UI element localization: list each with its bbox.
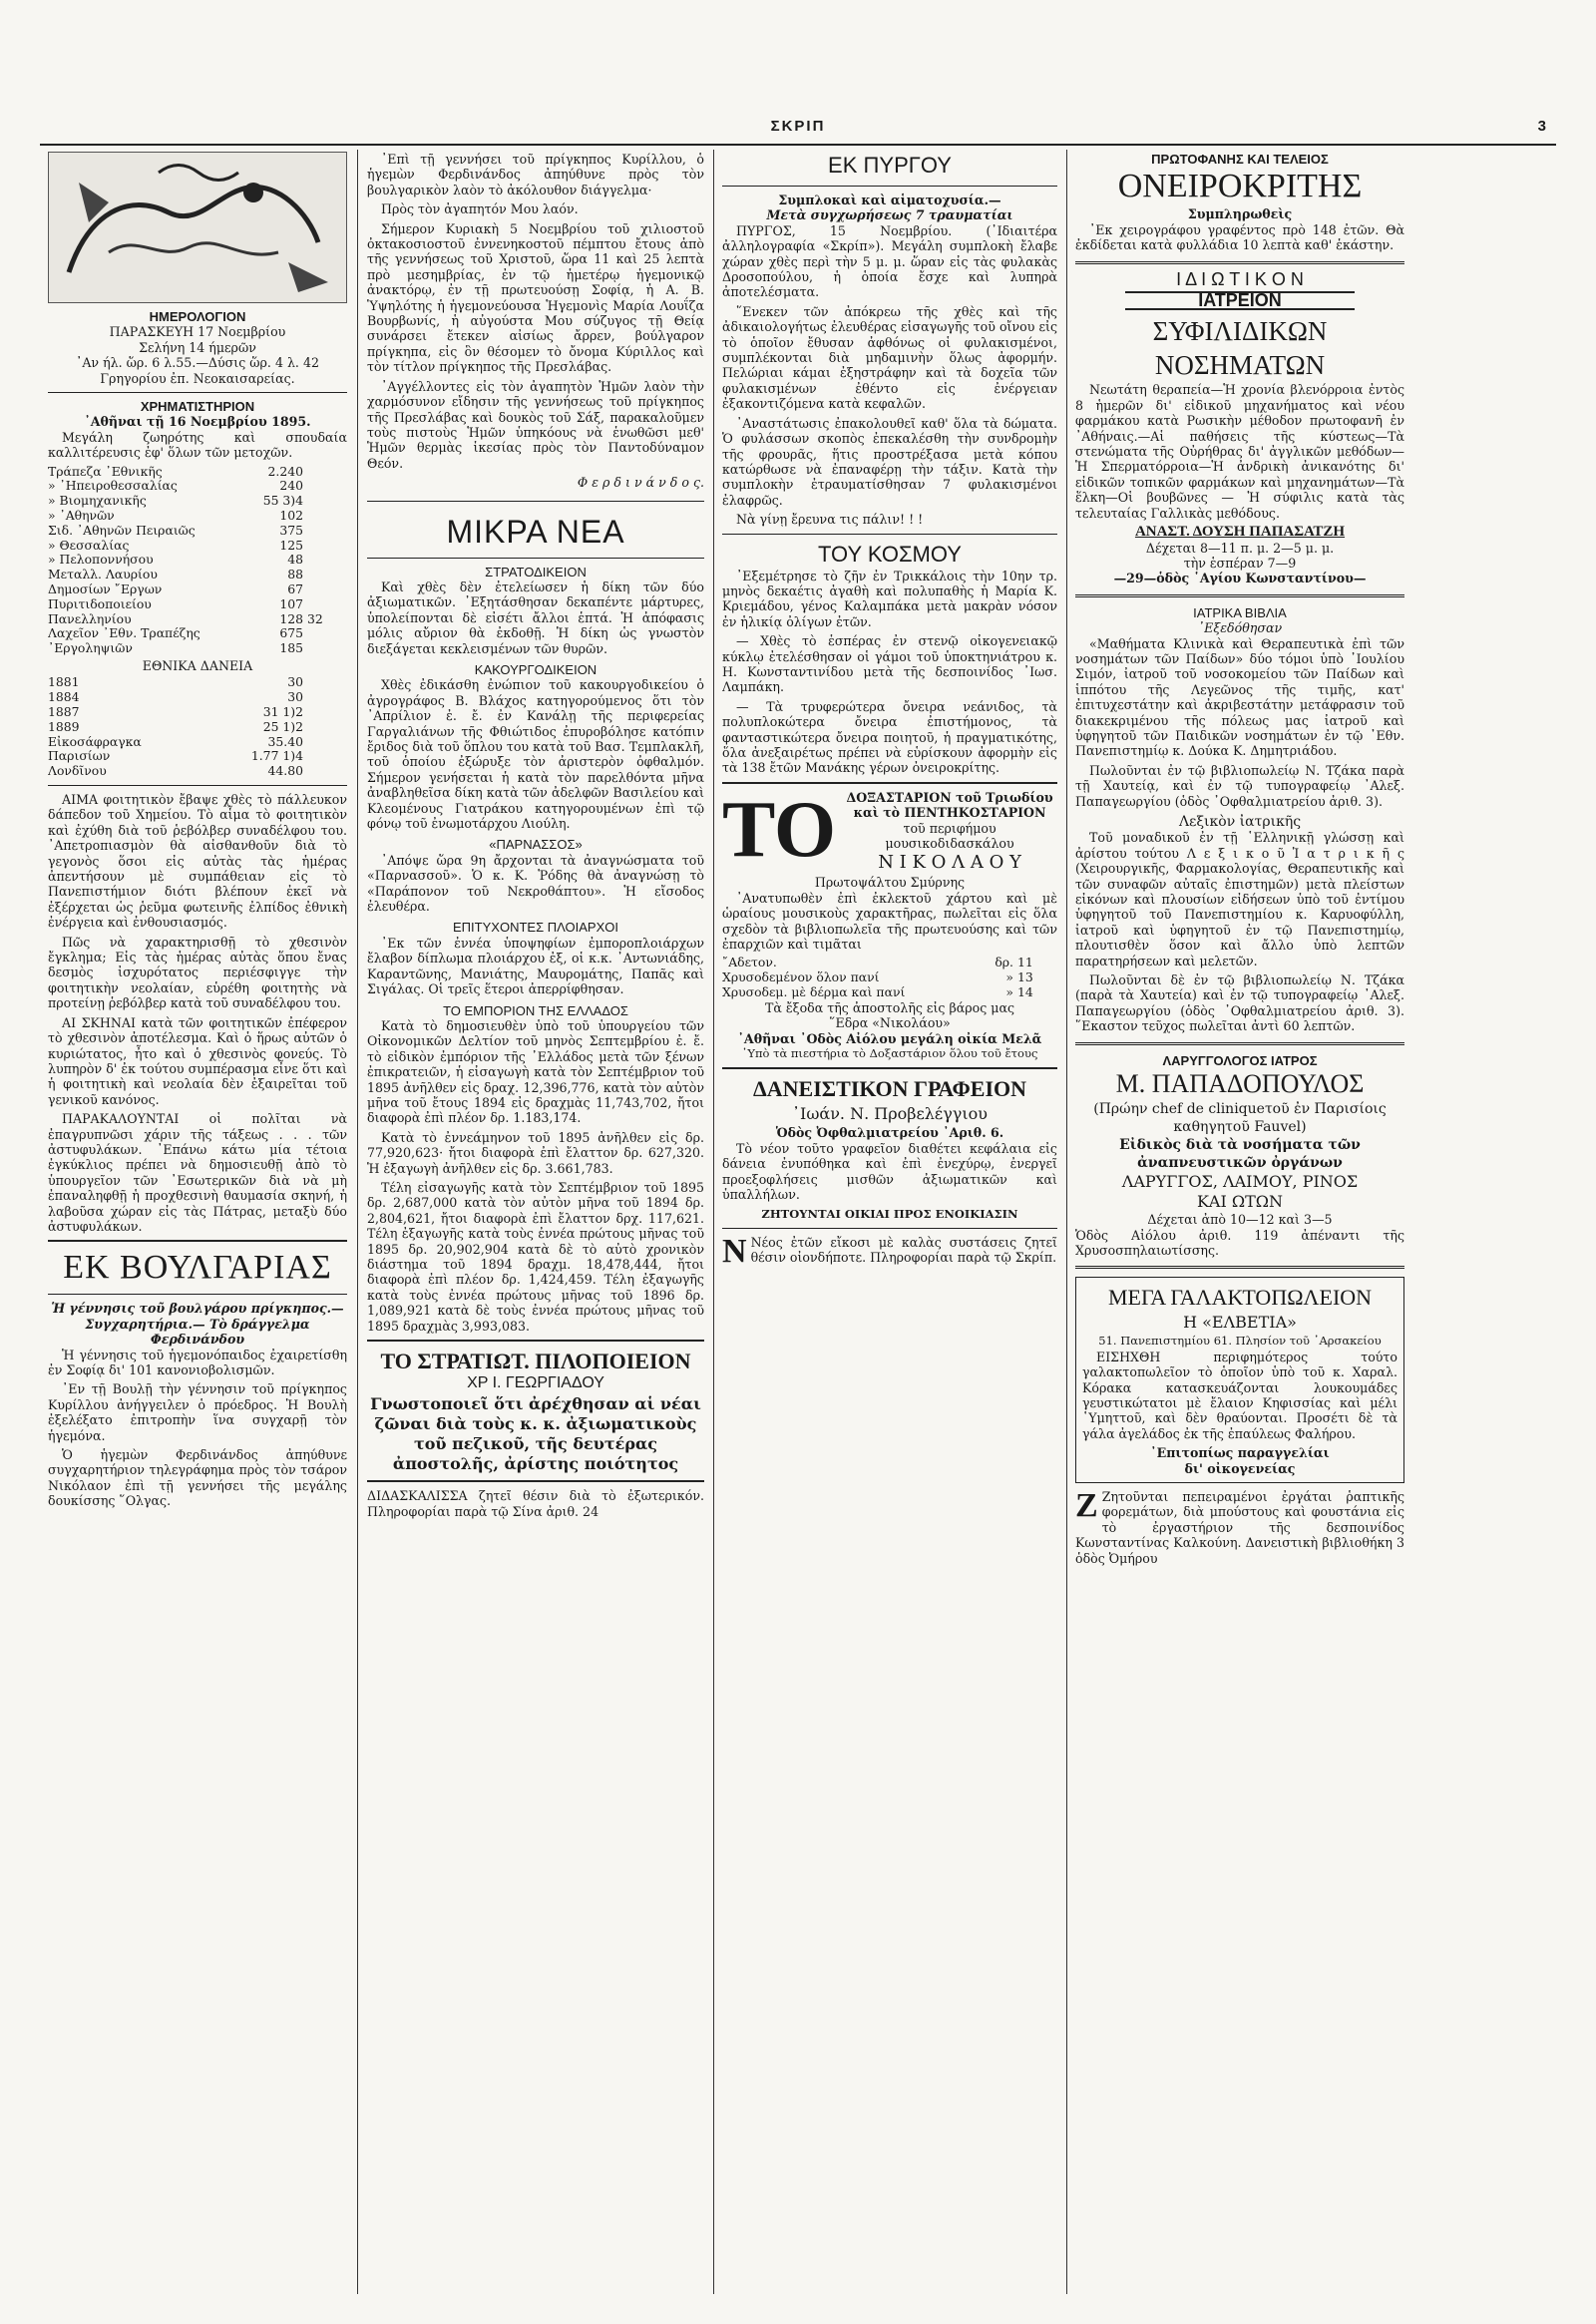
signature: Φ ε ρ δ ι ν ά ν δ ο ς. [577,475,704,491]
paragraph: ᾿Εξεμέτρησε τὸ ζῆν ἐν Τρικκάλοις τὴν 10ην τρ. μηνὸς δεκαέτις ἀγαθὴ καὶ πολυπαθὴς ἡ Μαρία Κ. Κριεμάδου, γένος Καλαμπάκα μετὰ μακρὰν νόσον ἐν ἡλικίᾳ ὀλίγων ἐτῶν. [722,568,1057,629]
paragraph: ΠΑΡΑΚΑΛΟΥΝΤΑΙ οἱ πολῖται νὰ ἐπαγρυπνῶσι χάριν τῆς τάξεως . . . τῶν ἀστυφυλάκων. ᾿Επάνω κάτω μία τέτοια ἐγκύκλιος πρέπει νὰ δημοσιευθῇ ἀπὸ τὸ ὑπουργεῖον τῶν ᾿Εσωτερικῶν διὰ νὰ μὴ ἐπαναληφθῇ ἡ πρoχθεσινὴ θαυμασία σκηνή, ἡ λαβοῦσα χώραν εἰς τὰς Πάτρας, μεταξὺ δύο ἀστυφυλάκων. [48,1111,347,1234]
kakourgodikeion-title: ΚΑΚΟΥΡΓΟΔΙΚΕΙΟΝ [474,661,598,677]
cell-name: Παρισίων [48,748,111,764]
cell-name: » Πελοποννήσου [48,552,154,568]
table-row [722,985,1057,1000]
ztn-initial: Ζ [1075,1486,1098,1524]
emporion-paragraphs [367,1018,704,1334]
cell-v2 [303,749,347,764]
table-row [48,582,347,597]
cell-v1: 128 [279,610,303,626]
cell-v1: 185 [279,640,303,656]
cell-v1: 31 1)2 [262,704,303,720]
table-row [48,641,347,656]
neos-text: Νέος ἐτῶν εἴκοσι μὲ καλὰς συστάσεις ζητεῖ θέσιν οἰονδήποτε. Πληροφορίαι παρὰ τῷ Σκρίπ. [750,1234,1057,1266]
cell-v2 [303,539,347,554]
table-row [48,705,347,720]
cell-v2 [303,705,347,720]
masthead-illustration [48,152,347,303]
pyrgos-sub1: Συμπλοκαὶ καὶ αἱματοχυσία.— [778,193,1001,207]
exchange-intro: Μεγάλη ζωηρότης καὶ σπουδαία καλλιτέρευσις ἐφ' ὅλων τῶν μετοχῶν. [48,429,347,461]
didaskalissa-ad: ΔΙΔΑΣΚΑΛΙΣΣΑ ζητεῖ θέσιν διὰ τὸ ἐξωτερικόν. Πληροφορίαι παρὰ τῷ Σίνα ἀριθ. 24 [367,1488,704,1519]
anast-address: —29—ὁδὸς ῾Αγίου Κωνσταντίνου— [1113,571,1367,586]
anast-title: ΑΝΑΣΤ. ΔΟΥΣΗ ΠΑΠΑΣΑΤΖΗ [1134,524,1346,541]
cell-v2 [303,641,347,656]
paragraph: ᾿Εν τῇ Βουλῇ τὴν γέννησιν τοῦ πρίγκηπος Κυρίλλου ἀνήγγειλεν ὁ πρόεδρος. Ἡ Βουλὴ ἐξελέξατο ἐπιτροπὴν ἵνα συγχαρῇ τὸν ἡγεμόνα. [48,1381,347,1443]
to-role: Πρωτοψάλτου Σμύρνης [814,875,966,891]
cell-name: » ᾿Ηπειροθεσσαλίας [48,478,178,494]
cell-v2 [303,764,347,779]
cell-v: 11 [1017,955,1033,970]
lexikon-title: Λεξικὸν ἰατρικῆς [1178,814,1302,830]
column-rule [1066,150,1067,2294]
cell-name: » Θεσσαλίας [48,537,130,553]
table-row [48,749,347,764]
cell-v1: 107 [279,595,303,611]
cell-v2 [303,568,347,582]
paragraph: ᾿Αγγέλλοντες εἰς τὸν ἀγαπητὸν Ἡμῶν λαὸν τὴν χαρμόσυνον εἴδησιν τῆς γεννήσεως τοῦ πρίγκηπος τῆς Πρεσλάβας καὶ δουκὸς τοῦ Σάξ, παρακαλοῦμεν τοὺς πιστοὺς Ἡμῶν ὑπηκόους νὰ ἑνωθῶσι μεθ' Ἡμῶν θερμὰς ἱκεσίας πρὸς τὸν Παντοδύναμον Θεόν. [367,378,704,471]
cell-v2 [303,735,347,750]
cell-v2 [303,494,347,509]
pyrgos-paragraphs [722,223,1057,528]
cell-name: 1881 [48,674,80,690]
kosmos-title: ΤΟΥ ΚΟΣΜΟΥ [818,541,962,567]
anast-hours: Δέχεται 8—11 π. μ. 2—5 μ. μ. [1145,540,1335,556]
gala-text: ΕΙΣΗΧΘΗ περιφημότερος τούτο γαλακτοπωλεῖον τὸ ὁποῖον ὑπὸ τοῦ κ. Χαραλ. Κόρακα κατασκευάζονται λουκουμάδες γευστικώτατοι μὲ ἔλαιον Κηφισσίας καὶ μέλι ῾Υμηττοῦ, καὶ δὲν θραύονται. Προσέτι δὲ τὰ γάλα ἀγελάδος ἐκ τῆς ἐπαύλεως Φαλήρου. [1082,1349,1397,1441]
laryngo-name: Μ. ΠΑΠΑΔΟΠΟΥΛΟΣ [1115,1069,1365,1099]
cell-v2: 32 [307,610,323,626]
neos-initial: Ν [722,1232,747,1270]
epityxontes-text: ᾿Εκ τῶν ἐννέα ὑποψηφίων ἐμποροπλοιάρχων ἔλαβον δίπλωμα πλοιάρχου ἐξ, οἱ κ.κ. ᾿Αντωνιάδης, Καραντῶνης, Μανιάτης, Μαυρομάτης, Παπᾶς καὶ Σιγάλας. Οἱ τρεῖς ἕτεροι ἀπερρίφθησαν. [367,935,704,997]
bulgaria-subtitle: Ἡ γέννησις τοῦ βουλγάρου πρίγκηπος.— Συγχαρητήρια.— Τὸ δράγγελμα Φερδινάνδου [51,1301,344,1348]
paragraph: Πρὸς τὸν ἀγαπητόν Μου λαόν. [381,201,579,217]
cell-v1: 48 [287,552,303,568]
table-row [48,612,347,627]
bulgaria-title: ΕΚ ΒΟΥΛΓΑΡΙΑΣ [63,1249,332,1287]
paragraph: Τέλη εἰσαγωγῆς κατὰ τὸν Σεπτέμβριον τοῦ 1895 δρ. 2,687,000 κατὰ τὸν αὐτὸν μῆνα τοῦ 1894 δρ. 2,804,621, ἤτοι διαφορὰ ἐπὶ ἔλαττον δρχ. 117,621. Τέλη ἐξαγωγῆς κατὰ τοὺς ἐννέα πρώτους μῆνας τοῦ 1895 δρ. 20,902,904 κατὰ δὲ τὸ αὐτὸ χρονικὸν διάστημα τοῦ 1894 δραχμ. 18,478,444, ἤτοι διαφορὰ ἐπὶ πλέον δρ. 1,424,459. Τέλη ἐξαγωγῆς κατὰ τοὺς ἐννέα πρώτους μῆνας τοῦ 1896 δρ. 1,089,921 κατὰ δὲ τοὺς ἐννέα πρώτους μῆνας τοῦ 1895 δραχμὰς 3,993,083. [367,1179,704,1334]
cell-v1: 44.80 [267,763,303,779]
laryngo-cv: (Πρώην chef de cliniqueτοῦ ἐν Παρισίοις καθηγητοῦ Fauvel) [1093,1101,1387,1136]
daneistikon-title: ΔΑΝΕΙΣΤΙΚΟΝ ΓΡΑΦΕΙΟΝ [752,1076,1027,1102]
oneiro-title: ΟΝΕΙΡΟΚΡΙΤΗΣ [1117,168,1363,205]
to-footer3: ᾿Αθῆναι ᾿Οδὸς Αἰόλου μεγάλη οἰκία Μελᾶ [737,1030,1042,1046]
gala-ad [1075,1277,1404,1483]
mikra-nea-title: ΜΙΚΡΑ ΝΕΑ [446,513,625,550]
syfil-text: Νεωτάτη θεραπεία—Ἡ χρονία βλενόρροια ἐντὸς 8 ἡμερῶν δι' εἰδικοῦ μηχανήματος καὶ νέου φαρμάκου κατὰ Ρωσικὴν μέθοδον πρωτοφανῆ ἐν ᾿Αθήναις.—Αἱ παθήσεις τῆς κύστεως—Τὰ στενώματα τῆς Οὐρήθρας δι' ἀγγλικῶν μεθόδων—Ἡ Σπερματόρροια—Ἡ ἀνδρικὴ ἀνικανότης δι' εἰδικῶν τοπικῶν φαρμάκων καὶ μηχανημάτων—Τὰ ἕλκη—Οἱ βουβῶνες — Ἡ σύφιλις κατὰ τὰς τελευταίας Γαλλικὰς μεθόδους. [1075,382,1404,521]
gala-title: ΜΕΓΑ ΓΑΛΑΚΤΟΠΩΛΕΙΟΝ [1107,1285,1373,1311]
cell-v1: 55 3)4 [262,493,303,509]
ztn-text: Ζητοῦνται πεπειραμένοι ἐργάται ῥαπτικῆς φορεμάτων, διὰ μπούστους καὶ φουστάνια εἰς τὸ ἐργαστήριον τῆς δεσποινίδος Κωνσταντίνας Καλκούνη. Δανειστικὴ βιβλιοθήκη 3 ὁδὸς Ὀμήρου [1075,1488,1404,1566]
cell-v1: 88 [287,567,303,582]
top-bar [40,118,1556,146]
neos-ad [722,1232,1057,1270]
ztn-ad [1075,1486,1404,1566]
table-row [48,494,347,509]
iatrika-sub: ᾿Εξεδόθησαν [1197,620,1283,636]
col1-paragraphs [48,792,347,1234]
cell-v2 [303,465,347,480]
table-row [48,597,347,612]
to-head3: τοῦ περιφήμου μουσικοδιδασκάλου [885,820,1014,852]
paragraph: Ὁ ἡγεμὼν Φερδινάνδος ἀπηύθυνε συγχαρητήριον τηλεγράφημα πρὸς τὸν τσάρον Νικόλαον ἐπὶ τῇ γεννήσει τῆς μεγάλης δουκίσσης ῞Ολγας. [48,1447,347,1509]
cell-unit: » [1005,984,1013,1000]
cell-v2 [303,553,347,568]
cell-v2 [303,626,347,641]
column-4 [1075,152,1404,2306]
paragraph: Σήμερον Κυριακὴ 5 Νοεμβρίου τοῦ χιλιοστοῦ ὀκτακοσιοστοῦ ἐννενηκοστοῦ πέμπτου ἔτους ἀπὸ τῆς γεννήσεως τοῦ Χριστοῦ, ὥρα 11 καὶ 25 λεπτὰ πρὸ μεσημβρίας, ἐν τῷ ἡμετέρῳ ἡγεμονικῷ ἀνακτόρῳ, ἐν τῇ πρωτευούσῃ Σοφίᾳ, ἡ Α. Β. Ὑψηλότης ἡ ἡγεμονεύουσα Ἡγεμονὶς Μαρία Λουΐζα Βουρβωνίς, ἡ αὐγούστα Μου σύζυγος τῇ Θείᾳ συνάρσει ἔτεκεν αἰσίως ἄρρεν, βούλγαρον πρίγκηπα, εἰς ὃν θέσομεν τὸ ὄνομα Κύριλλος καὶ τὸν τίτλον πρίγκηπος τῆς Πρεσλάβας. [367,220,704,375]
cell-unit: δρ. [995,955,1013,970]
column-rule [357,150,358,2294]
cell-v1: 240 [279,478,303,494]
table-row [48,735,347,750]
pyrgos-sub2: Μετὰ συγχωρήσεως 7 τραυματίαι [766,207,1013,223]
table-row [48,539,347,554]
cell-v2 [303,720,347,735]
cell-name: Λαχεῖον ᾿Εθν. Τραπέζης [48,625,200,641]
table-row [48,764,347,779]
cell-v: 13 [1017,969,1033,985]
cell-name: Σιδ. ᾿Αθηνῶν Πειραιῶς [48,522,196,538]
table-row [48,568,347,582]
prices-table [722,956,1057,999]
laryngo-address: Ὁδὸς Αἰόλου ἀριθ. 119 ἀπέναντι τῆς Χρυσοσπηλαιωτίσσης. [1075,1227,1404,1258]
lexikon-text2: Πωλοῦνται δὲ ἐν τῷ βιβλιοπωλείῳ Ν. Τζάκα (παρὰ τὰ Χαυτεία) καὶ ἐν τῷ τυπογραφείῳ ᾿Αλεξ. Παπαγεωργίου (ὁδὸς ᾿Οφθαλμιατρείου ἀριθ. 3). ῞Εκαστον τεῦχος πωλεῖται ἀντὶ 60 λεπτῶν. [1075,972,1404,1034]
gala-footer1: ᾿Επιτοπίως παραγγελίαι [1150,1445,1330,1461]
paragraph: — Τὰ τρυφερώτερα ὄνειρα νεάνιδος, τὰ πολυπλοκώτερα ὄνειρα ἐπιστήμονος, τὰ φανταστικώτερα ὄνειρα ποιητοῦ, ἡ πραγματικότης, ὅλα ἀνεξαιρέτως πρέπει νὰ εὑρίσκουν ἀφορμὴν εἰς τὰ 138 ἔτῶν Μανάκης γέρων ὀνειροκρίτης. [722,698,1057,776]
table-row [48,626,347,641]
daneistikon-text: Τὸ νέον τοῦτο γραφεῖον διαθέτει κεφάλαια εἰς δάνεια ἐνυπόθηκα καὶ ἐπὶ ἐνεχύρῳ, ἐνεργεῖ προεξοφλήσεις μισθῶν ἀξιωματικῶν καὶ ὑπαλλήλων. [722,1140,1057,1203]
cell-v1: 35.40 [267,733,303,749]
cell-name: » Βιομηχανικῆς [48,493,147,509]
calendar-line: ᾿Αν ήλ. ὥρ. 6 λ.55.—Δύσις ὥρ. 4 λ. 42 [76,355,319,371]
paragraph: ᾿Αναστάτωσις ἐπακολουθεῖ καθ' ὅλα τὰ δώματα. Ὁ φυλάσσων σκοπὸς ἐπεκαλέσθη τὴν συνδρομὴν τῆς φρουρᾶς, ἥτις προστρέξασα μετὰ κόπου κατώρθωσε νὰ ἐπαναφέρῃ τὴν τάξιν. Κατὰ τὴν συμπλοκὴν ἐτραυματίσθησαν 7 φυλακισμένοι ἐλαφρῶς. [722,415,1057,508]
column-1 [48,152,347,2306]
column-rule [713,150,714,2294]
to-footer1: Τὰ ἔξοδα τῆς ἀποστολῆς εἰς βάρος μας [764,999,1015,1015]
cell-name: Μεταλλ. Λαυρίου [48,567,158,582]
cell-v1: 25 1)2 [262,718,303,734]
table-row [722,956,1057,970]
cell-name: 1889 [48,718,80,734]
paragraph: ΠΥΡΓΟΣ, 15 Νοεμβρίου. (᾿Ιδιαιτέρα ἀλληλογραφία «Σκρίπ»). Μεγάλη συμπλοκὴ ἔλαβε χώραν χθὲς περὶ τὴν 5 μ. μ. ὥραν εἰς τὰς φυλακὰς Δροσοπούλου, ἡ ὁποία ἔσχε καὶ λυπηρὰ ἀποτελέσματα. [722,222,1057,300]
doxastarion-ad [722,785,1057,1062]
table-row [48,675,347,690]
dragon-illustration-icon [49,153,347,302]
laryngo-organs1: ΛΑΡΥΓΓΟΣ, ΛΑΙΜΟΥ, ΡΙΝΟΣ [1121,1172,1359,1192]
column-2 [367,152,704,2306]
masthead: ΣΚΡΙΠ [770,118,826,135]
to-big-letters: ΤΟ [722,785,837,874]
laryngo-organs2: ΚΑΙ ΩΤΩΝ [1196,1192,1284,1212]
calendar-lines [48,324,347,386]
oneiro-sub: Συμπληρωθεὶς [1187,206,1293,222]
iatrika-text2: Πωλοῦνται ἐν τῷ βιβλιοπωλείῳ Ν. Τζάκα παρὰ τῇ Χαυτείᾳ, καὶ ἐν τῷ τυπογραφείῳ ᾿Αλεξ. Παπαγεωργίου (ὁδὸς ᾿Οφθαλμιατρείου ἀριθ. 3). [1075,762,1404,809]
pyrgos-title: ΕΚ ΠΥΡΓΟΥ [828,153,952,178]
cell-v2 [303,524,347,539]
paragraph: ΑΙ ΣΚΗΝΑΙ κατὰ τῶν φοιτητικῶν ἐπέφερον τὸ χθεσινὸν ἀποτέλεσμα. Καὶ ὁ ἥρως αὐτῶν ὁ κυριώτατος, ἦτο καὶ ὁ χθεσινὸς φονεύς. Τὸ λυπηρὸν δ' ἐκ τούτου συμπέρασμα εἶνε ὅτι καὶ ἡ φοιτητικὴ καὶ νεολαία δὲν ἐξαιρεῖται τοῦ γενικοῦ κανόνος. [48,1014,347,1107]
bulgaria-paragraphs [48,1348,347,1509]
cell-v1: 67 [287,581,303,597]
paragraph: ῞Ενεκεν τῶν ἀπόκρεω τῆς χθὲς καὶ τῆς ἀδικαιολογήτως ἐλευθέρας εἰσαγωγῆς τοῦ οἴνου εἰς τὸ ὁποῖον ἔθυσαν ἀφθόνως οἱ φυλακισμένοι, συμπλέκονται διὰ μηδαμινὴν ὅλως ἀφορμήν. Πελώριαι κάμαι ἐξηστράφην καὶ τὰ δοχεῖα τῶν φυλακισμένων ἐθέντο εἰς ἐνέργειαν ἐξακοντιζόμενα κατὰ κεφαλῶν. [722,303,1057,412]
pilopoieion-text: Γνωστοποιεῖ ὅτι ἀρέχθησαν αἱ νέαι ζῶναι διὰ τοὺς κ. κ. ἀξιωματικοὺς τοῦ πεζικοῦ, τῆς δευτέρας ἀποστολῆς, ἀρίστης ποιότητος [370,1394,701,1474]
exchange-title: ΧΡΗΜΑΤΙΣΤΗΡΙΟΝ [140,399,255,415]
loans-table [48,675,347,779]
ferdinand-proclamation [367,152,704,471]
cell-unit: » [1005,969,1013,985]
pilopoieion-owner: ΧΡ Ι. ΓΕΩΡΓΙΑΔΟΥ [467,1374,604,1392]
cell-name: Πανελληνίου [48,610,132,626]
exchange-date: ᾿Αθῆναι τῇ 16 Νοεμβρίου 1895. [84,414,311,430]
to-name: Ν Ι Κ Ο Λ Α Ο Υ [878,852,1021,874]
gala-footer2: δι' οἰκογενείας [1184,1460,1296,1476]
laryngo-title: ΛΑΡΥΓΓΟΛΟΓΟΣ ΙΑΤΡΟΣ [1162,1052,1318,1068]
cell-v1: 2.240 [267,463,303,479]
cell-name: Χρυσοδεμ. μὲ δέρμα καὶ πανί [722,984,906,1000]
cell-name: 1884 [48,689,80,705]
daneistikon-address: Ὁδὸς Ὀφθαλμιατρείου ᾿Αριθ. 6. [775,1125,1004,1141]
table-row [48,524,347,539]
table-row [48,690,347,705]
calendar-line: Γρηγορίου ἐπ. Νεοκαισαρείας. [100,370,295,386]
kakourgodikeion-text: Χθὲς ἐδικάσθη ἐνώπιον τοῦ κακουργοδικείου ὁ ἀγρογράφος Β. Βλάχος κατηγορούμενος ὅτι τὸν ᾿Απρίλιον ἐ. ἔ. ἐν Κανάλῃ τῆς περιφερείας Γαργαλιάνων τῆς Φθιώτιδος ἐπυροβόλησε κατόπιν ἔριδος διὰ τοῦ ὅπλου του κατὰ τοῦ Βασ. Τεμπλακλῆ, τοῦ ὁποίου ἐξώρυξε τὸν ἀριστερὸν ὀφθαλμόν. Σήμερον γενήσεται ἡ κατὰ τὸν παρελθόντα μῆνα ἀναβληθεῖσα δίκη κατὰ τῶν ἀδελφῶν Βασιλείου καὶ Κλεομένους Γιατράκου κατηγορουμένων ἐπὶ τῷ φόνῳ τοῦ ἐνωμοτάρχου Λιούλη. [367,677,704,832]
parnassos-text: ᾿Απόψε ὥρα 9η ἄρχονται τὰ ἀναγνώσματα τοῦ «Παρνασσοῦ». Ὁ κ. Κ. Ῥόδης θὰ ἀναγνώσῃ τὸ «Παράπονον τοῦ Νεκροθάπτου». Ἡ εἴσοδος ἐλευθέρα. [367,852,704,915]
cell-v1: 1.77 1)4 [250,748,303,764]
cell-v1: 102 [279,508,303,524]
iatreion: ΙΑΤΡΕΙΟΝ [1125,291,1355,310]
lexikon-text: Τοῦ μοναδικοῦ ἐν τῇ ῾Ελληνικῇ γλώσσῃ καὶ ἀρίστου τούτου Λ ε ξ ι κ ο ῦ Ἰ α τ ρ ι κ ῆ ς (Χειρουργικῆς, Φαρμακολογίας, Θεραπευτικῆς καὶ τῶν συναφῶν αὐταῖς ἐπιστημῶν) μετὰ πλείστων εἰκόνων καὶ πλουσίων εἰδήσεων ὑπὸ τοῦ ἐντίμου ὑφηγητοῦ τοῦ Πανεπιστημίου κ. Καρυοφύλλη, ἰατροῦ καὶ ὑφηγητοῦ ἐν τῷ Πανεπιστημίῳ, πλουτισθὲν ὅσον καὶ ἄλλο ὑπὸ λεπτῶν παρατηρήσεων καὶ μελετῶν. [1075,830,1404,968]
daneistikon-footer: ΖΗΤΟΥΝΤΑΙ ΟΙΚΙΑΙ ΠΡΟΣ ΕΝΟΙΚΙΑΣΙΝ [761,1206,1018,1221]
cell-name: Λονδῖνου [48,763,107,779]
idiotikon: Ι Δ Ι Ω Τ Ι Κ Ο Ν [1176,268,1304,289]
cell-v2 [303,690,347,705]
to-head1: ΔΟΞΑΣΤΑΡΙΟΝ τοῦ Τριωδίου [846,789,1053,805]
cell-name: 1887 [48,704,80,720]
column-3 [722,152,1057,2306]
table-row [48,509,347,524]
to-head2: καὶ τὸ ΠΕΝΤΗΚΟΣΤΑΡΙΟΝ [853,805,1046,821]
cell-v1: 30 [287,674,303,690]
epityxontes-title: ΕΠΙΤΥΧΟΝΤΕΣ ΠΛΟΙΑΡΧΟΙ [453,920,618,936]
iatrika-text1: «Μαθήματα Κλινικὰ καὶ Θεραπευτικὰ ἐπὶ τῶν νοσημάτων τῶν Παίδων» δύο τόμοι ὑπὸ ᾿Ιουλίου Σιμόν, ἰατροῦ τοῦ νοσοκομείου τῶν Παίδων καὶ ἱππότου τῆς Λεγεῶνος τῆς τιμῆς, κατ' ἐπιτυχεστάτην καὶ ἀκριβεστάτην μετάφρασιν τοῦ διακεκριμένου τῆς πόλεως μας ἰατροῦ καὶ ὑφηγητοῦ τῶν Παιδικῶν νοσημάτων ἐν τῷ ᾿Εθν. Πανεπιστημίῳ κ. Δούκα Κ. Δημητριάδου. [1075,635,1404,759]
to-footer2: ῞Εδρα «Νικολάου» [829,1015,951,1031]
gala-name: Η «ΕΛΒΕΤΙΑ» [1183,1313,1297,1333]
cell-name: Δημοσίων ῎Εργων [48,581,163,597]
table-row [48,465,347,480]
cell-v1: 125 [279,537,303,553]
cell-v2 [303,509,347,524]
calendar-line: Σελήνη 14 ήμερῶν [139,339,256,355]
cell-v1: 30 [287,689,303,705]
syfil-title: ΣΥΦΙΛΙΔΙΚΩΝ ΝΟΣΗΜΑΤΩΝ [1152,316,1328,381]
table-row [48,479,347,494]
kosmos-paragraphs [722,569,1057,776]
cell-v: 14 [1017,984,1033,1000]
cell-v1: 675 [279,625,303,641]
cell-name: ῎Αδετον. [722,955,777,970]
page-number: 3 [1537,118,1546,135]
stratodikeion-text: Καὶ χθὲς δὲν ἐτελείωσεν ἡ δίκη τῶν δύο ἀξιωματικῶν. ᾿Εξητάσθησαν δεκαπέντε μάρτυρες, ὑπολείπονται δὲ εἰσέτι ἄλλοι ἑπτά. Ἡ ἀπόφασις μόλις αὔριον θὰ ἐκδοθῇ. Ἡ δίκη ὡς γνωστὸν διεξάγεται κεκλεισμένων τῶν θυρῶν. [367,579,704,656]
loans-title: ΕΘΝΙΚΑ ΔΑΝΕΙΑ [142,658,253,674]
paragraph: Κατὰ τὸ δημοσιευθὲν ὑπὸ τοῦ ὑπουργείου τῶν Οἰκονομικῶν Δελτίον τοῦ μηνὸς Σεπτεμβρίου ἐ. ἔ. τὸ εἰδικὸν ἐμπόριον τῆς ᾿Ελλάδος μετὰ τῶν ξένων ἐπικρατειῶν, ἡ εἰσαγωγὴ κατὰ τὸν Σεπτέμβριον τοῦ 1895 ἀνῆλθεν εἰς δραχ. 12,396,776, κατὰ τὸν αὐτὸν μῆνα τοῦ ἔτους 1894 εἰς δραχμὰς 11,743,702, ἤτοι διαφορὰ ἐπὶ πλέον δρ. 1.183,174. [367,1017,704,1126]
table-row [48,553,347,568]
cell-v2 [303,675,347,690]
pilopoieion-title: ΤΟ ΣΤΡΑΤΙΩΤ. ΠΙΛΟΠΟΙΕΙΟΝ [380,1349,691,1374]
cell-name: Τράπεζα ᾿Εθνικῆς [48,463,163,479]
paragraph: Πῶς νὰ χαρακτηρισθῇ τὸ χθεσινὸν ἔγκλημα; Εἰς τὰς ἡμέρας αὐτὰς ὅπου ἔνας δεσμὸς ἰσχυρότατος περιέσφιγγε τὴν φοιτητικὴν νεολαίαν, εὑρέθη φοιτητὴς νὰ προτείνῃ ῥεβόλβερ κατὰ τοῦ συναδέλφου του. [48,934,347,1011]
calendar-line: ΠΑΡΑΣΚΕΥΗ 17 Νοεμβρίου [109,324,286,340]
paragraph: Κατὰ τὸ ἐννεάμηνον τοῦ 1895 ἀνῆλθεν εἰς δρ. 77,920,623· ἤτοι διαφορὰ ἐπὶ ἔλαττον δρ. 627,320. Ἡ ἐξαγωγὴ ἀνῆλθεν εἰς δρ. 3.661,783. [367,1129,704,1176]
paragraph: ΑΙΜΑ φοιτητικὸν ἔβαψε χθὲς τὸ πάλλευκον δάπεδον τοῦ Χημείου. Τὸ αἷμα τὸ φοιτητικὸν καὶ ἐχύθη διὰ τοῦ ῥεβόλβερ συναδέλφου του. ᾿Απετροπιασμὸν θὰ αἰσθανθοῦν διὰ τὸ γεγονὸς ὅσοι εἰς αὐτὰς τὰς ἡμέρας ἀπεντήσουν μὲ συμπάθειαν εἰς τὸ Πανεπιστήμιον διότι βλέπουν ἐκεῖ νὰ ἐξέρχεται ὡς ῥεῦμα φωτεινῆς ἐλπίδος ἐθνικὴ ἐνέργεια καὶ ἐνθουσιασμός. [48,792,347,931]
laryngo-hours: Δέχεται ἀπὸ 10—12 καὶ 3—5 [1147,1212,1333,1228]
cell-v2 [303,582,347,597]
quotes-table [48,465,347,656]
iatrika-title: ΙΑΤΡΙΚΑ ΒΙΒΛΙΑ [1193,604,1287,620]
cell-v2 [303,479,347,494]
table-row [722,970,1057,985]
laryngo-specialty: Εἰδικὸς διὰ τὰ νοσήματα τῶν ἀναπνευστικῶν ὀργάνων [1119,1137,1361,1172]
emporion-title: ΤΟ ΕΜΠΟΡΙΟΝ ΤΗΣ ΕΛΛΑΔΟΣ [443,1002,628,1018]
daneistikon-name: ᾿Ιωάν. Ν. Προβελέγγιου [792,1104,988,1124]
gala-address: 51. Πανεπιστημίου 61. Πλησίον τοῦ ᾿Αρσακείου [1098,1334,1382,1349]
cell-v1: 375 [279,522,303,538]
oneiro-pre: ΠΡΩΤΟΦΑΝΗΣ ΚΑΙ ΤΕΛΕΙΟΣ [1151,152,1329,167]
cell-name: ᾿Εργοληψιῶν [48,640,133,656]
stratodikeion-title: ΣΤΡΑΤΟΔΙΚΕΙΟΝ [485,564,587,580]
cell-v2 [303,597,347,612]
cell-name: Πυριτιδοποιείου [48,595,152,611]
calendar-title: ΗΜΕΡΟΛΟΓΙΟΝ [149,309,246,324]
to-text: ᾿Ανατυπωθὲν ἐπὶ ἐκλεκτοῦ χάρτου καὶ μὲ ὡραίους μουσικοὺς χαρακτῆρας, πωλεῖται εἰς ὅλα σχεδὸν τὰ βιβλιοπωλεῖα τῆς πρωτευούσης καὶ τῶν ἐπαρχιῶν καὶ τιμᾶται [722,890,1057,953]
to-footer4: ῾Υπὸ τὰ πιεστήρια τὸ Δοξαστάριον ὅλου τοῦ ἔτους [741,1046,1038,1061]
anast-sunday: τὴν ἑσπέραν 7—9 [1183,555,1297,571]
cell-name: Εἰκοσάφραγκα [48,733,142,749]
table-row [48,720,347,735]
oneiro-text: ᾿Εκ χειρογράφου γραφέντος πρὸ 148 ἐτῶν. Θὰ ἐκδίδεται κατὰ φυλλάδια 10 λεπτὰ καθ' ἑκάστην. [1075,221,1404,253]
parnassos-title: «ΠΑΡΝΑΣΣΟΣ» [489,837,583,853]
paragraph: Νὰ γίνῃ ἔρευνα τις πάλιν! ! ! [736,512,924,528]
paragraph: ᾿Επὶ τῇ γεννήσει τοῦ πρίγκηπος Κυρίλλου, ὁ ἡγεμὼν Φερδινάνδος ἀπηύθυνε πρὸς τὸν βουλγαρικὸν λαὸν τὸ ἀκόλουθον διάγγελμα· [367,152,704,197]
paragraph: — Χθὲς τὸ ἑσπέρας ἐν στενῷ οἰκογενειακῷ κύκλῳ ἐτελέσθησαν οἱ γάμοι τοῦ ὑποκτηνιάτρου κ. Η. Κωνσταντινίδου μετὰ τῆς δεσποινίδος ᾿Ιωσ. Λαμπάκη. [722,633,1057,695]
paragraph: Ἡ γέννησις τοῦ ἡγεμονόπαιδος ἐχαιρετίσθη ἐν Σοφίᾳ δι' 101 κανονιοβολισμῶν. [48,1347,347,1377]
cell-name: Χρυσοδεμένον ὅλον πανί [722,969,880,985]
cell-name: » ᾿Αθηνῶν [48,508,115,524]
